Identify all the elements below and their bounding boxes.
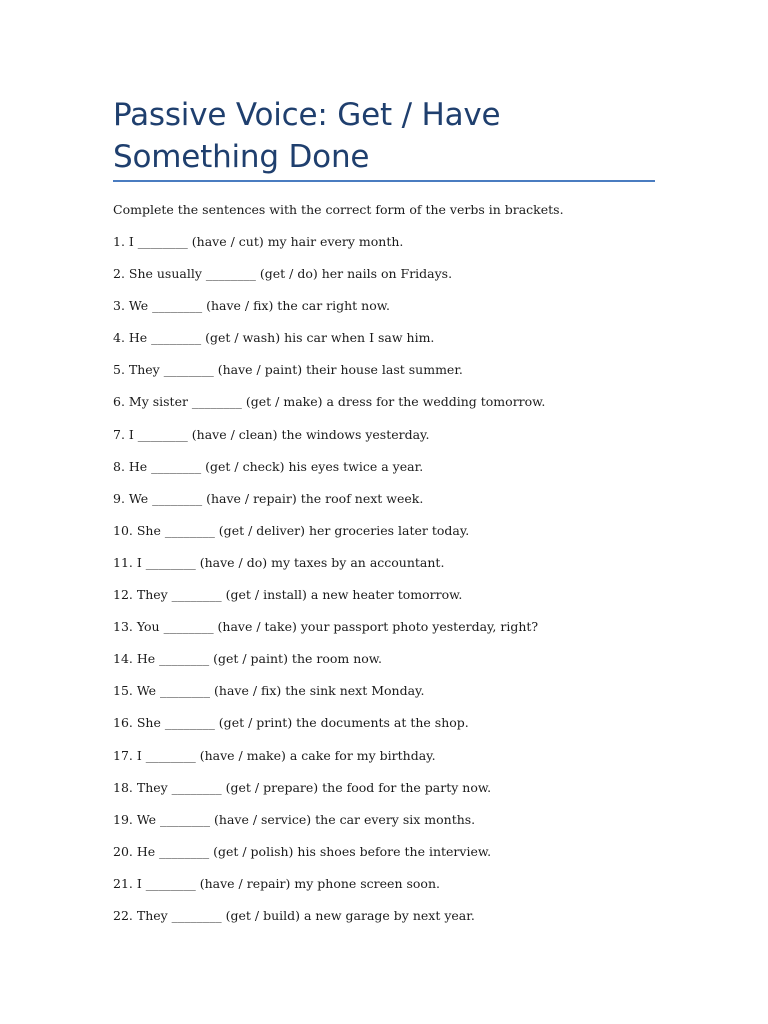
exercise-item-4: 4. He ________ (get / wash) his car when I saw him. bbox=[113, 330, 435, 346]
instructions: Complete the sentences with the correct form of the verbs in brackets. bbox=[113, 202, 564, 217]
exercise-item-16: 16. She ________ (get / print) the documents at the shop. bbox=[113, 715, 469, 731]
exercise-item-17: 17. I ________ (have / make) a cake for my birthday. bbox=[113, 747, 436, 763]
exercise-item-21: 21. I ________ (have / repair) my phone screen soon. bbox=[113, 875, 440, 891]
exercise-item-6: 6. My sister ________ (get / make) a dress for the wedding tomorrow. bbox=[113, 394, 546, 410]
exercise-item-15: 15. We ________ (have / fix) the sink next Monday. bbox=[113, 683, 425, 699]
exercise-item-14: 14. He ________ (get / paint) the room now. bbox=[113, 651, 382, 667]
title-underline bbox=[113, 180, 655, 182]
exercise-item-1: 1. I ________ (have / cut) my hair every month. bbox=[113, 234, 404, 249]
page-title: Passive Voice: Get / Have Something Done bbox=[113, 97, 501, 175]
exercise-item-8: 8. He ________ (get / check) his eyes twice a year. bbox=[113, 458, 424, 474]
exercise-item-2: 2. She usually ________ (get / do) her nails on Fridays. bbox=[113, 266, 453, 282]
exercise-item-10: 10. She ________ (get / deliver) her groceries later today. bbox=[113, 522, 470, 538]
exercise-item-20: 20. He ________ (get / polish) his shoes before the interview. bbox=[113, 843, 492, 859]
exercise-item-5: 5. They ________ (have / paint) their house last summer. bbox=[113, 362, 463, 378]
exercise-item-11: 11. I ________ (have / do) my taxes by an accountant. bbox=[113, 554, 445, 570]
exercise-item-9: 9. We ________ (have / repair) the roof next week. bbox=[113, 490, 424, 506]
exercise-item-19: 19. We ________ (have / service) the car every six months. bbox=[113, 811, 476, 827]
exercise-item-18: 18. They ________ (get / prepare) the food for the party now. bbox=[113, 779, 492, 795]
exercise-list bbox=[113, 233, 545, 939]
exercise-item-12: 12. They ________ (get / install) a new heater tomorrow. bbox=[113, 587, 463, 603]
exercise-item-13: 13. You ________ (have / take) your passport photo yesterday, right? bbox=[113, 619, 539, 635]
exercise-item-22: 22. They ________ (get / build) a new garage by next year. bbox=[113, 907, 475, 923]
exercise-item-3: 3. We ________ (have / fix) the car right now. bbox=[113, 298, 390, 314]
exercise-item-7: 7. I ________ (have / clean) the windows yesterday. bbox=[113, 426, 430, 442]
